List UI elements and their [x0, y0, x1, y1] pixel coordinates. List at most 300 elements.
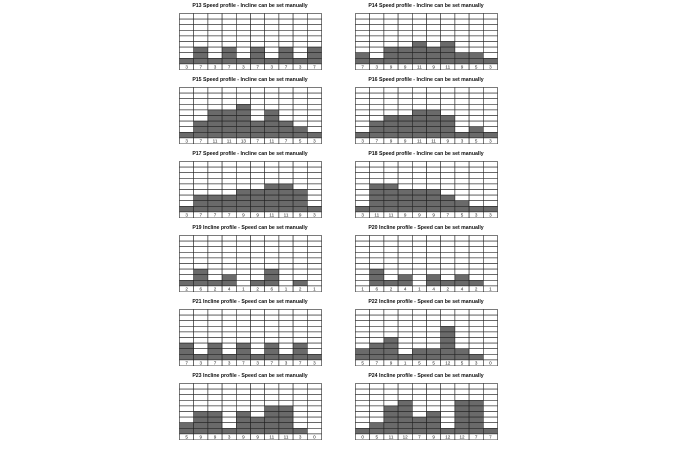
grid-cell: [236, 264, 250, 270]
grid-cell: [370, 132, 384, 138]
grid-cell: [180, 201, 194, 207]
value-label: 7: [313, 64, 316, 70]
value-label: 6: [270, 286, 274, 292]
grid-cell: [356, 173, 370, 179]
value-label: 5: [474, 138, 478, 144]
grid-cell: [251, 195, 265, 201]
grid-cell: [469, 184, 483, 190]
grid-cell: [194, 42, 208, 48]
grid-cell: [370, 14, 384, 20]
grid-cell: [370, 88, 384, 94]
grid-cell: [208, 19, 222, 25]
grid-cell: [483, 321, 497, 327]
grid-cell: [194, 241, 208, 247]
value-label: 5: [185, 434, 188, 440]
grid-cell: [398, 400, 412, 406]
value-label: 2: [389, 286, 393, 292]
grid-cell: [265, 395, 279, 401]
grid-cell: [208, 132, 222, 138]
grid-cell: [251, 275, 265, 281]
grid-cell: [180, 343, 194, 349]
value-label: 9: [389, 360, 393, 366]
value-label: 2: [256, 286, 259, 292]
grid-cell: [412, 349, 426, 355]
grid-cell: [469, 58, 483, 64]
grid-cell: [194, 53, 208, 59]
grid-cell: [307, 338, 321, 344]
grid-cell: [293, 53, 307, 59]
grid-cell: [398, 53, 412, 59]
grid-cell: [441, 400, 455, 406]
value-label: 9: [403, 64, 407, 70]
grid-cell: [441, 241, 455, 247]
grid-cell: [194, 332, 208, 338]
value-label: 5: [375, 434, 379, 440]
grid-cell: [455, 173, 469, 179]
profile-title: P17 Speed profile - Incline can be set manually: [192, 151, 308, 157]
grid-cell: [293, 315, 307, 321]
grid-cell: [265, 116, 279, 122]
grid-cell: [180, 47, 194, 53]
grid-cell: [208, 280, 222, 286]
grid-cell: [251, 258, 265, 264]
grid-cell: [441, 384, 455, 390]
grid-cell: [398, 121, 412, 127]
grid-cell: [265, 190, 279, 196]
grid-cell: [441, 30, 455, 36]
grid-cell: [251, 104, 265, 110]
grid-cell: [279, 332, 293, 338]
grid-cell: [180, 195, 194, 201]
grid-cell: [236, 53, 250, 59]
grid-cell: [412, 354, 426, 360]
grid-cell: [208, 428, 222, 434]
value-label: 11: [212, 138, 218, 144]
grid-cell: [279, 30, 293, 36]
grid-cell: [455, 121, 469, 127]
value-label: 4: [432, 286, 435, 292]
grid-cell: [370, 275, 384, 281]
value-label: 11: [226, 138, 232, 144]
grid-cell: [356, 104, 370, 110]
grid-cell: [356, 190, 370, 196]
grid-cell: [384, 412, 398, 418]
grid-cell: [222, 132, 236, 138]
grid-cell: [180, 395, 194, 401]
grid-cell: [307, 30, 321, 36]
grid-cell: [370, 241, 384, 247]
value-label: 3: [227, 434, 231, 440]
grid-cell: [251, 389, 265, 395]
grid-cell: [356, 53, 370, 59]
grid-cell: [180, 423, 194, 429]
grid-cell: [194, 99, 208, 105]
value-label: 3: [313, 138, 316, 144]
grid-cell: [251, 252, 265, 258]
grid-cell: [427, 36, 441, 42]
grid-cell: [251, 19, 265, 25]
grid-cell: [441, 332, 455, 338]
grid-cell: [384, 173, 398, 179]
grid-cell: [180, 88, 194, 94]
grid-cell: [469, 99, 483, 105]
grid-cell: [427, 127, 441, 133]
grid-cell: [222, 338, 236, 344]
grid-cell: [222, 42, 236, 48]
grid-cell: [293, 93, 307, 99]
grid-cell: [180, 349, 194, 355]
grid-cell: [279, 275, 293, 281]
grid-cell: [208, 36, 222, 42]
grid-cell: [307, 162, 321, 168]
grid-cell: [427, 395, 441, 401]
grid-cell: [427, 423, 441, 429]
grid-cell: [455, 280, 469, 286]
grid-cell: [427, 326, 441, 332]
grid-cell: [412, 412, 426, 418]
grid-cell: [370, 332, 384, 338]
grid-cell: [293, 280, 307, 286]
grid-cell: [194, 14, 208, 20]
value-label: 12: [402, 434, 408, 440]
value-label: 7: [199, 212, 203, 218]
grid-cell: [469, 428, 483, 434]
value-label: 6: [375, 286, 379, 292]
grid-cell: [194, 30, 208, 36]
value-label: 3: [284, 360, 288, 366]
grid-cell: [412, 184, 426, 190]
profile-title: P22 Incline profile - Speed can be set manually: [368, 299, 484, 305]
profile-title: P19 Incline profile - Speed can be set manually: [192, 225, 308, 231]
grid-cell: [384, 201, 398, 207]
grid-cell: [307, 206, 321, 212]
grid-cell: [222, 384, 236, 390]
profile-title: P23 Incline profile - Speed can be set manually: [192, 373, 308, 379]
grid-cell: [293, 241, 307, 247]
grid-cell: [180, 116, 194, 122]
value-label: 4: [227, 286, 231, 292]
grid-cell: [483, 93, 497, 99]
grid-cell: [370, 326, 384, 332]
grid-cell: [398, 104, 412, 110]
grid-cell: [293, 127, 307, 133]
grid-cell: [265, 132, 279, 138]
grid-cell: [222, 116, 236, 122]
grid-cell: [384, 241, 398, 247]
grid-cell: [455, 25, 469, 31]
grid-cell: [441, 354, 455, 360]
grid-cell: [483, 190, 497, 196]
grid-cell: [279, 47, 293, 53]
grid-cell: [265, 406, 279, 412]
grid-cell: [483, 258, 497, 264]
value-label: 7: [298, 360, 302, 366]
grid-cell: [356, 247, 370, 253]
grid-cell: [236, 332, 250, 338]
grid-cell: [427, 236, 441, 242]
grid-cell: [251, 93, 265, 99]
grid-cell: [455, 332, 469, 338]
grid-cell: [469, 25, 483, 31]
grid-cell: [180, 93, 194, 99]
grid-cell: [455, 201, 469, 207]
grid-cell: [356, 178, 370, 184]
grid-cell: [469, 241, 483, 247]
grid-cell: [307, 417, 321, 423]
grid-cell: [293, 36, 307, 42]
grid-cell: [194, 184, 208, 190]
grid-cell: [398, 247, 412, 253]
grid-cell: [293, 354, 307, 360]
grid-cell: [384, 252, 398, 258]
grid-cell: [483, 47, 497, 53]
grid-cell: [398, 116, 412, 122]
grid-cell: [265, 423, 279, 429]
grid-cell: [194, 178, 208, 184]
grid-cell: [356, 195, 370, 201]
grid-cell: [307, 36, 321, 42]
grid-cell: [469, 173, 483, 179]
grid-cell: [180, 384, 194, 390]
grid-cell: [427, 258, 441, 264]
grid-cell: [455, 423, 469, 429]
grid-cell: [398, 321, 412, 327]
grid-cell: [251, 406, 265, 412]
grid-cell: [222, 326, 236, 332]
grid-cell: [398, 19, 412, 25]
grid-cell: [370, 252, 384, 258]
grid-cell: [180, 99, 194, 105]
grid-cell: [307, 315, 321, 321]
value-label: 7: [199, 64, 203, 70]
value-label: 9: [432, 434, 435, 440]
grid-cell: [194, 167, 208, 173]
grid-cell: [455, 310, 469, 316]
grid-cell: [279, 280, 293, 286]
grid-cell: [469, 116, 483, 122]
value-label: 9: [242, 434, 245, 440]
grid-cell: [180, 269, 194, 275]
grid-cell: [441, 184, 455, 190]
grid-cell: [441, 247, 455, 253]
grid-cell: [356, 412, 370, 418]
grid-cell: [236, 93, 250, 99]
grid-cell: [384, 30, 398, 36]
grid-cell: [455, 162, 469, 168]
grid-cell: [441, 349, 455, 355]
grid-cell: [236, 321, 250, 327]
value-label: 9: [256, 434, 259, 440]
grid-cell: [455, 338, 469, 344]
grid-cell: [236, 42, 250, 48]
grid-cell: [293, 190, 307, 196]
grid-cell: [265, 280, 279, 286]
grid-cell: [236, 395, 250, 401]
grid-cell: [293, 417, 307, 423]
value-label: 7: [242, 360, 245, 366]
grid-cell: [222, 321, 236, 327]
grid-cell: [279, 42, 293, 48]
grid-cell: [222, 354, 236, 360]
grid-cell: [236, 25, 250, 31]
grid-cell: [293, 99, 307, 105]
grid-cell: [384, 99, 398, 105]
grid-cell: [236, 58, 250, 64]
grid-cell: [236, 178, 250, 184]
grid-cell: [293, 104, 307, 110]
grid-cell: [469, 338, 483, 344]
grid-cell: [412, 99, 426, 105]
grid-cell: [384, 343, 398, 349]
value-label: 2: [298, 286, 302, 292]
grid-cell: [236, 206, 250, 212]
grid-cell: [222, 167, 236, 173]
grid-cell: [455, 264, 469, 270]
grid-cell: [251, 247, 265, 253]
grid-cell: [293, 423, 307, 429]
grid-cell: [279, 417, 293, 423]
grid-cell: [370, 47, 384, 53]
grid-cell: [356, 162, 370, 168]
grid-cell: [307, 195, 321, 201]
grid-cell: [222, 14, 236, 20]
grid-cell: [427, 173, 441, 179]
grid-cell: [194, 201, 208, 207]
grid-cell: [279, 58, 293, 64]
grid-cell: [307, 252, 321, 258]
value-label: 7: [474, 434, 478, 440]
grid-cell: [427, 332, 441, 338]
grid-cell: [398, 384, 412, 390]
grid-cell: [279, 321, 293, 327]
grid-cell: [427, 47, 441, 53]
grid-cell: [427, 190, 441, 196]
grid-cell: [194, 315, 208, 321]
grid-cell: [483, 406, 497, 412]
grid-cell: [307, 423, 321, 429]
grid-cell: [412, 264, 426, 270]
grid-cell: [469, 310, 483, 316]
grid-cell: [307, 178, 321, 184]
grid-cell: [384, 258, 398, 264]
grid-cell: [251, 42, 265, 48]
grid-cell: [194, 326, 208, 332]
grid-cell: [412, 19, 426, 25]
grid-cell: [427, 280, 441, 286]
grid-cell: [441, 190, 455, 196]
grid-cell: [222, 88, 236, 94]
grid-cell: [180, 206, 194, 212]
grid-cell: [398, 99, 412, 105]
grid-cell: [427, 310, 441, 316]
grid-cell: [469, 206, 483, 212]
grid-cell: [469, 127, 483, 133]
grid-cell: [208, 190, 222, 196]
grid-cell: [236, 19, 250, 25]
grid-cell: [265, 88, 279, 94]
grid-cell: [370, 30, 384, 36]
grid-cell: [455, 99, 469, 105]
grid-cell: [455, 412, 469, 418]
grid-cell: [236, 343, 250, 349]
grid-cell: [483, 201, 497, 207]
grid-cell: [356, 400, 370, 406]
grid-cell: [265, 264, 279, 270]
grid-cell: [427, 110, 441, 116]
grid-cell: [483, 247, 497, 253]
grid-cell: [180, 25, 194, 31]
grid-cell: [356, 93, 370, 99]
grid-cell: [194, 121, 208, 127]
grid-cell: [279, 104, 293, 110]
value-label: 7: [489, 434, 492, 440]
grid-cell: [307, 93, 321, 99]
grid-cell: [483, 88, 497, 94]
grid-cell: [265, 321, 279, 327]
grid-cell: [279, 310, 293, 316]
grid-cell: [236, 349, 250, 355]
grid-cell: [441, 417, 455, 423]
grid-cell: [293, 162, 307, 168]
grid-cell: [384, 349, 398, 355]
grid-cell: [194, 116, 208, 122]
grid-cell: [398, 315, 412, 321]
grid-cell: [307, 389, 321, 395]
grid-cell: [265, 167, 279, 173]
grid-cell: [412, 173, 426, 179]
value-label: 3: [185, 138, 188, 144]
grid-cell: [483, 236, 497, 242]
grid-cell: [307, 258, 321, 264]
grid-cell: [412, 236, 426, 242]
grid-cell: [398, 127, 412, 133]
grid-cell: [427, 417, 441, 423]
grid-cell: [194, 310, 208, 316]
grid-cell: [370, 412, 384, 418]
grid-cell: [251, 127, 265, 133]
grid-cell: [469, 343, 483, 349]
grid-cell: [455, 58, 469, 64]
value-label: 3: [489, 138, 492, 144]
value-label: 11: [445, 64, 451, 70]
grid-cell: [370, 384, 384, 390]
grid-cell: [307, 167, 321, 173]
grid-cell: [398, 173, 412, 179]
grid-cell: [222, 395, 236, 401]
value-label: 11: [388, 434, 394, 440]
grid-cell: [236, 173, 250, 179]
grid-cell: [265, 47, 279, 53]
grid-cell: [370, 93, 384, 99]
grid-cell: [370, 354, 384, 360]
grid-cell: [455, 428, 469, 434]
grid-cell: [384, 354, 398, 360]
grid-cell: [483, 58, 497, 64]
grid-cell: [208, 389, 222, 395]
grid-cell: [279, 326, 293, 332]
grid-cell: [384, 247, 398, 253]
grid-cell: [469, 258, 483, 264]
grid-cell: [483, 264, 497, 270]
value-label: 3: [375, 64, 379, 70]
grid-cell: [370, 53, 384, 59]
grid-cell: [356, 428, 370, 434]
grid-cell: [356, 132, 370, 138]
grid-cell: [427, 315, 441, 321]
grid-cell: [469, 93, 483, 99]
grid-cell: [208, 30, 222, 36]
value-label: 9: [460, 64, 464, 70]
